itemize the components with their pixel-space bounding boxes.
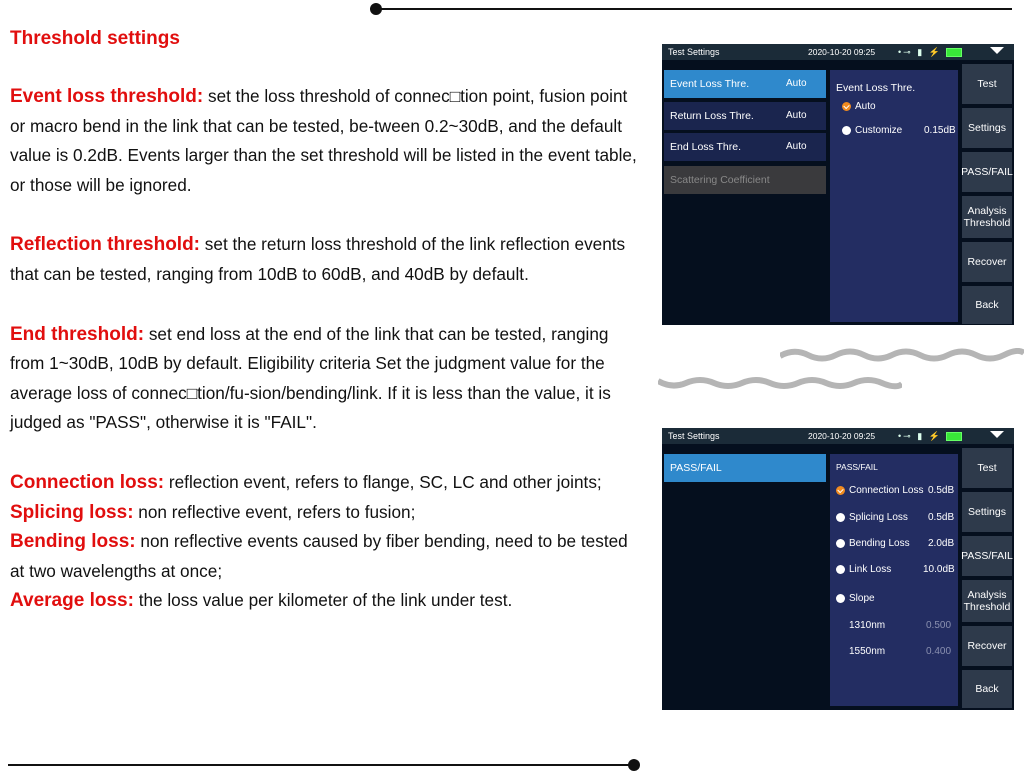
customize-value[interactable]: 0.15dB (924, 125, 956, 136)
device-screen-pass-fail (662, 428, 1014, 710)
recover-button[interactable]: Recover (962, 626, 1012, 666)
device-screen-threshold (662, 44, 1014, 325)
back-button[interactable]: Back (962, 286, 1012, 324)
top-rule (376, 8, 1012, 10)
paragraph-connection-loss: Connection loss: reflection event, refers to flange, SC, LC and other joints; (10, 471, 602, 493)
list-item-end-loss[interactable]: End Loss Thre. Auto (664, 133, 826, 161)
paragraph-event-loss: Event loss threshold: set the loss threshold of connec□tion point, fusion point or macro bend in the link that can be tested, be-tween 0.2~30dB, and the default value is 0.2dB. Events larger than the set threshold will be listed in the event table, or those will be ignored. (10, 86, 637, 195)
wavelength-1550-value[interactable]: 0.400 (926, 646, 952, 657)
list-item-return-loss[interactable]: Return Loss Thre. Auto (664, 102, 826, 130)
document-body (10, 26, 640, 616)
panel-title: Event Loss Thre. (836, 82, 916, 94)
status-icons: •⊸ ▮ ⚡ (898, 47, 962, 58)
pass-fail-button[interactable]: PASS/FAIL (962, 152, 1012, 192)
connection-loss-value[interactable]: 0.5dB (928, 485, 955, 496)
settings-button[interactable]: Settings (962, 492, 1012, 532)
menu-caret-icon[interactable] (990, 431, 1004, 438)
status-icons: •⊸ ▮ ⚡ (898, 431, 962, 442)
screen-header-title: Test Settings (668, 47, 720, 57)
radio-link-loss[interactable] (836, 565, 845, 574)
status-bar (662, 44, 1014, 60)
settings-list (664, 454, 826, 706)
settings-button[interactable]: Settings (962, 108, 1012, 148)
screen-header-title: Test Settings (668, 431, 720, 441)
radio-auto[interactable] (842, 102, 851, 111)
radio-auto-label: Auto (855, 101, 876, 112)
pass-fail-panel (830, 454, 958, 706)
connection-loss-label: Connection Loss (849, 485, 924, 496)
slope-label: Slope (849, 593, 875, 604)
section-title: Threshold settings (10, 28, 180, 49)
bottom-rule (8, 764, 636, 766)
wavelength-1550-label: 1550nm (849, 646, 886, 657)
bending-loss-label: Bending Loss (849, 538, 910, 549)
analysis-threshold-button[interactable]: Analysis Threshold (962, 580, 1012, 622)
torn-edge-upper (780, 348, 1024, 362)
clock: 2020-10-20 09:25 (808, 47, 876, 57)
battery-icon (946, 48, 962, 57)
link-loss-value[interactable]: 10.0dB (923, 564, 955, 575)
list-item-event-loss[interactable]: Event Loss Thre. Auto (664, 70, 826, 98)
test-button[interactable]: Test (962, 448, 1012, 488)
paragraph-reflection: Reflection threshold: set the return loss threshold of the link reflection events that can be tested, ranging from 10dB to 60dB, and 40dB by default. (10, 234, 626, 284)
paragraph-average-loss: Average loss: the loss value per kilometer of the link under test. (10, 590, 513, 612)
status-bar (662, 428, 1014, 444)
pass-fail-button[interactable]: PASS/FAIL (962, 536, 1012, 576)
radio-customize[interactable] (842, 126, 851, 135)
battery-icon (946, 432, 962, 441)
radio-connection-loss[interactable] (836, 486, 845, 495)
radio-slope[interactable] (836, 594, 845, 603)
analysis-threshold-button[interactable]: Analysis Threshold (962, 196, 1012, 238)
recover-button[interactable]: Recover (962, 242, 1012, 282)
radio-bending-loss[interactable] (836, 539, 845, 548)
wavelength-1310-label: 1310nm (849, 620, 886, 631)
link-loss-label: Link Loss (849, 564, 892, 575)
test-button[interactable]: Test (962, 64, 1012, 104)
list-item-scattering[interactable]: Scattering Coefficient (664, 166, 826, 194)
menu-caret-icon[interactable] (990, 47, 1004, 54)
torn-edge-lower (658, 376, 902, 390)
option-panel (830, 70, 958, 322)
wavelength-1310-value[interactable]: 0.500 (926, 620, 952, 631)
clock: 2020-10-20 09:25 (808, 431, 876, 441)
back-button[interactable]: Back (962, 670, 1012, 708)
paragraph-end-threshold: End threshold: set end loss at the end of the link that can be tested, ranging from 1~30dB, 10dB by default. Eligibility criteria Set the judgment value for the average loss of connec□tion/fu-sion/bending/link. If it is less than the value, it is judged as "PASS", otherwise it is "FAIL". (10, 323, 611, 433)
paragraph-bending-loss: Bending loss: non reflective events caused by fiber bending, need to be tested at two wavelengths at once; (10, 531, 628, 581)
radio-splicing-loss[interactable] (836, 513, 845, 522)
splicing-loss-value[interactable]: 0.5dB (928, 512, 955, 523)
top-rule-dot (370, 3, 382, 15)
list-item-pass-fail[interactable]: PASS/FAIL (664, 454, 826, 482)
paragraph-splicing-loss: Splicing loss: non reflective event, refers to fusion; (10, 501, 416, 523)
bending-loss-value[interactable]: 2.0dB (928, 538, 955, 549)
panel-title: PASS/FAIL (836, 462, 878, 472)
settings-list (664, 70, 826, 322)
splicing-loss-label: Splicing Loss (849, 512, 908, 523)
bottom-rule-dot (628, 759, 640, 771)
radio-customize-label: Customize (855, 125, 903, 136)
